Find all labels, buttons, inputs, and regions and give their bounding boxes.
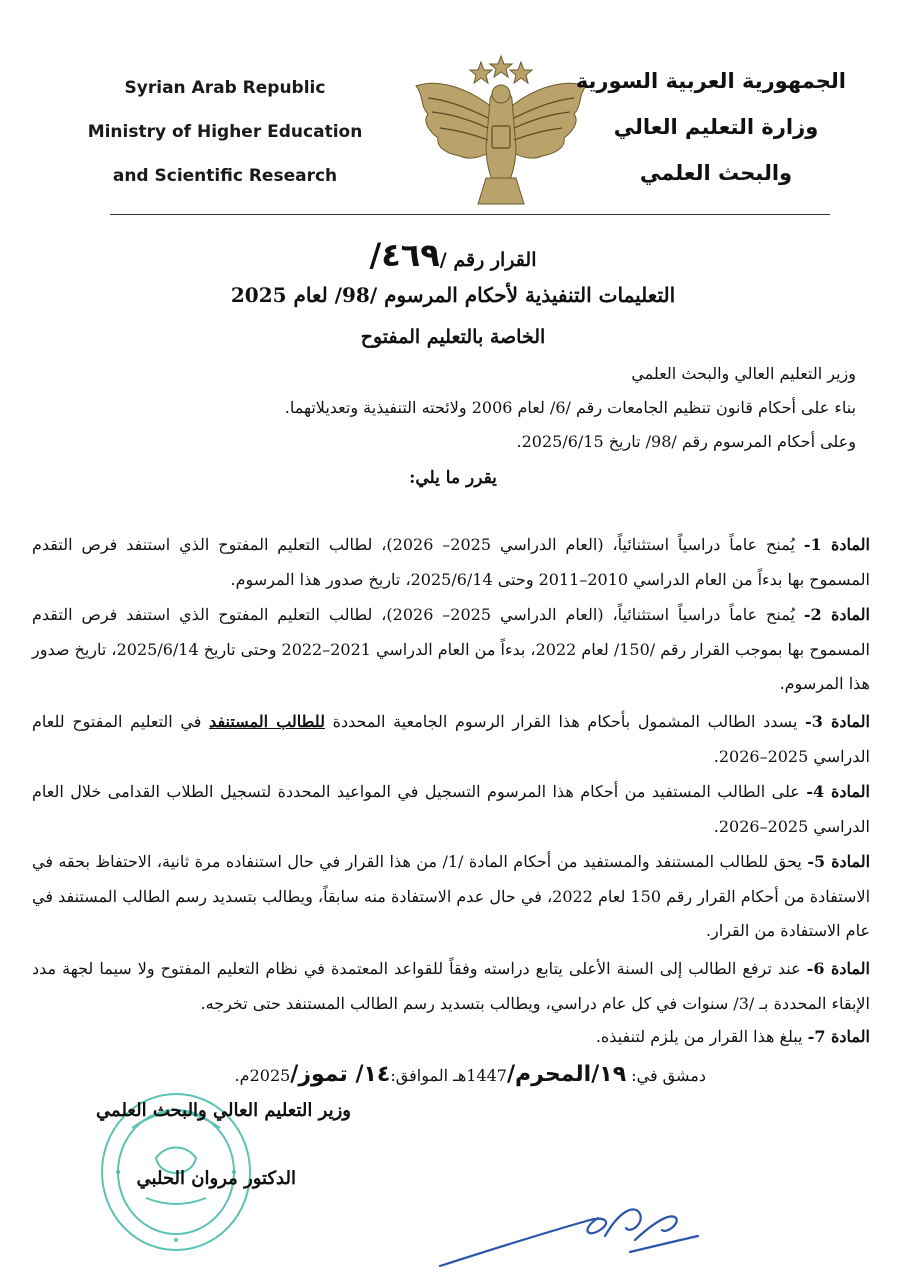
article-5-label: المادة 5- [807,852,871,871]
article-3 [32,705,870,774]
article-5 [32,845,870,949]
decision-title-line-2: الخاصة بالتعليم المفتوح [360,326,546,348]
article-7 [32,1020,870,1055]
article-6-label: المادة 6- [806,959,870,978]
article-6 [32,952,870,1021]
english-header-line-1: Syrian Arab Republic [124,78,326,98]
date-mid: الموافق: [390,1066,449,1085]
decision-number-handwritten: ٤٦٩/ [369,236,440,274]
arabic-header [575,58,846,196]
article-4-label: المادة 4- [806,782,870,801]
english-header [60,66,390,198]
article-1-label: المادة 1- [803,535,870,554]
header-divider [110,214,830,215]
signature-icon [430,1200,730,1270]
article-3-label: المادة 3- [805,712,870,731]
date-hijri-year: 1447هـ [453,1066,507,1085]
article-3-text-underlined: للطالب المستنفد [209,712,325,731]
signatory-title: وزير التعليم العالي والبحث العلمي [96,1100,351,1121]
article-4-text: على الطالب المستفيد من أحكام هذا المرسوم التسجيل في المواعيد المحددة لتسجيل الطلاب القدامى خلال العام الدراسي 2025–2026. [32,782,870,836]
preamble-line-3: وعلى أحكام المرسوم رقم /98/ تاريخ 2025/6/15. [516,432,856,451]
article-3-text-before: يسدد الطالب المشمول بأحكام هذا القرار الرسوم الجامعية المحددة [324,712,798,731]
preamble-line-2: بناء على أحكام قانون تنظيم الجامعات رقم /6/ لعام 2006 ولائحته التنفيذية وتعديلاتهما. [284,398,856,417]
article-2-text: يُمنح عاماً دراسياً استثنائياً، (العام الدراسي 2025– 2026)، لطالب التعليم المفتوح الذي استنفد فرص التقدم المسموح بها بموجب القرار رقم /150/ لعام 2022، بدءاً من العام الدراسي 2021–2022 وحتى تاريخ 2025/6/14، تاريخ صدور هذا المرسوم. [31,605,870,693]
article-7-label: المادة 7- [807,1027,870,1046]
date-greg-handwritten: ١٤/ تموز/ [290,1062,391,1087]
decision-title-line-1: التعليمات التنفيذية لأحكام المرسوم /98/ لعام 2025 [230,283,676,307]
date-prefix: دمشق في: [631,1066,706,1085]
article-1 [32,528,870,597]
article-2 [32,598,870,702]
decision-number [120,236,786,274]
eagle-emblem-icon [398,48,604,208]
decision-number-label: القرار رقم / [439,249,537,271]
article-4 [32,775,870,844]
date-line [235,1062,706,1087]
english-header-line-2: Ministry of Higher Education [87,122,363,142]
date-hijri-handwritten: ١٩/المحرم/ [506,1062,627,1087]
preamble-line-1: وزير التعليم العالي والبحث العلمي [631,364,856,383]
article-6-text: عند ترفع الطالب إلى السنة الأعلى يتابع دراسته وفقاً للقواعد المعتمدة في نظام التعليم المفتوح ولا سيما لجهة مدد الإبقاء المحددة بـ /3/ سنوات في كل عام دراسي، ويطالب بتسديد رسم الطالب المستنفد حتى تخرجه. [32,959,870,1013]
decides-heading: يقرر ما يلي: [409,468,497,488]
article-5-text: يحق للطالب المستنفد والمستفيد من أحكام المادة /1/ من هذا القرار في حال استنفاده مرة ثانية، الاحتفاظ بحقه في الاستفادة من أحكام القرار رقم 150 لعام 2022، في حال عدم الاستفادة منه سابقاً، ويطالب بتسديد رسم الطالب المستنفد في عام الاستفادة من القرار. [32,852,871,940]
article-3-text-after: في التعليم المفتوح للعام الدراسي 2025–2026. [32,712,870,766]
arabic-header-line-1: الجمهورية العربية السورية [575,69,846,93]
date-greg-year: 2025م. [234,1066,291,1085]
article-7-text: يبلغ هذا القرار من يلزم لتنفيذه. [595,1027,803,1046]
article-2-label: المادة 2- [803,605,870,624]
arabic-header-line-3: والبحث العلمي [639,161,793,185]
article-1-text: يُمنح عاماً دراسياً استثنائياً، (العام الدراسي 2025– 2026)، لطالب التعليم المفتوح الذي استنفد فرص التقدم المسموح بها بدءاً من العام الدراسي 2010–2011 وحتى 2025/6/14، تاريخ صدور هذا المرسوم. [32,535,870,589]
english-header-line-3: and Scientific Research [112,166,338,186]
signatory-name: الدكتور مروان الحلبي [136,1168,296,1189]
arabic-header-line-2: وزارة التعليم العالي [613,115,819,139]
